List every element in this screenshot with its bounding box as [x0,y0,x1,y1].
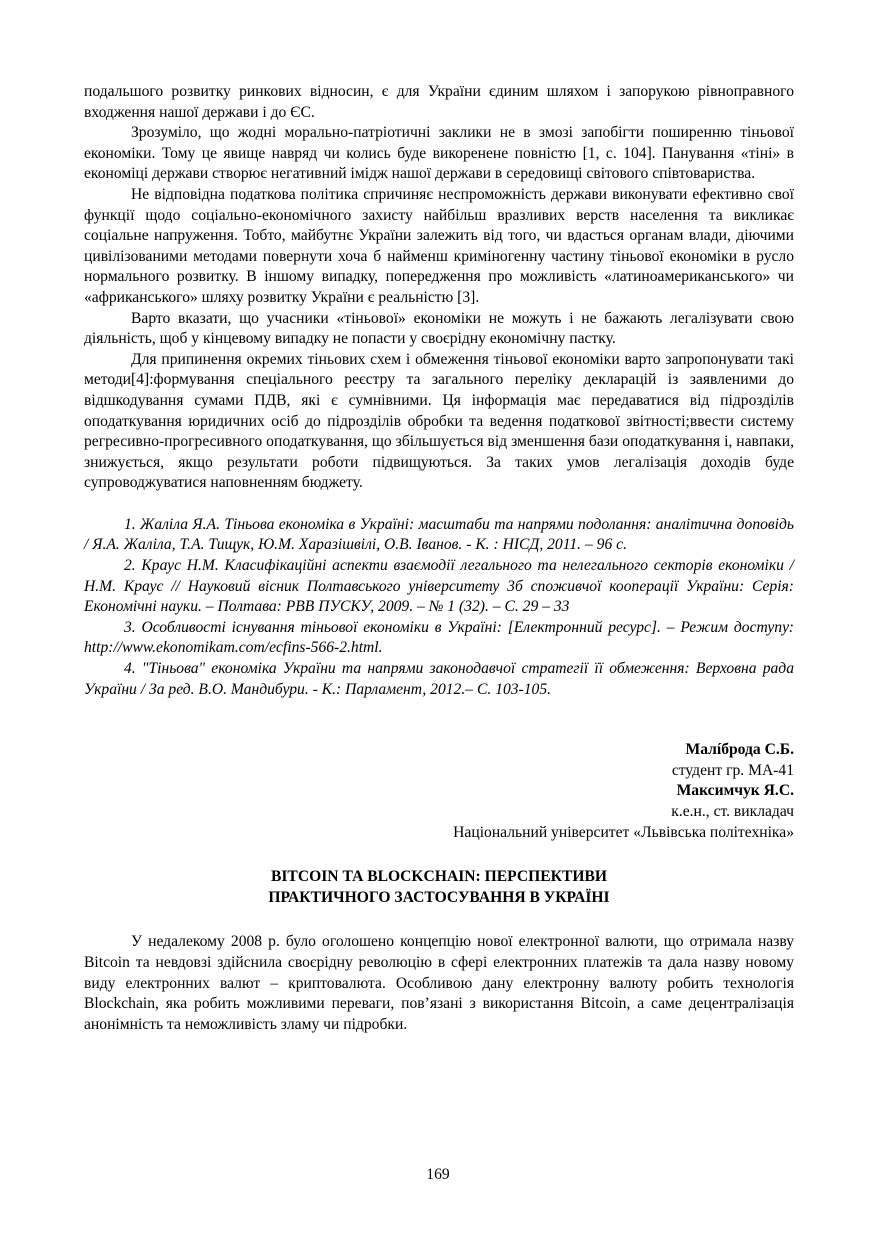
paragraph: Зрозуміло, що жодні морально-патріотичні заклики не в змозі запобігти поширенню тіньової економіки. Тому це явище навряд чи колись буде викоренене повністю [1, с. 104]. Панування «тіні» в економіці держави створює негативний імідж нашої держави в середовищі світового співтовариства. [84,124,794,183]
author-name: Максимчук Я.С. [676,782,794,800]
reference-item: 1. Жаліла Я.А. Тіньова економіка в Україні: масштаби та напрями подолання: аналітична доповідь / Я.А. Жаліла, Т.А. Тищук, Ю.М. Харазішвілі, О.В. Іванов. - К. : НІСД, 2011. – 96 с. [84,515,794,554]
reference-item: 4. "Тіньова" економіка України та напрями законодавчої стратегії її обмеження: Верховна рада України / За ред. В.О. Мандибури. - К.: Парламент, 2012.– С. 103-105. [84,660,794,698]
affiliation: Національний університет «Львівська політехніка» [453,823,794,841]
page-number: 169 [426,1166,450,1183]
page-content [84,82,794,1035]
reference-item: 3. Особливості існування тіньової економіки в Україні: [Електронний ресурс]. – Режим доступу: http://www.ekonomikam.com/ecfins-566-2.html. [84,618,794,657]
paragraph: Не відповідна податкова політика спричиняє неспроможність держави виконувати ефективно свої функції щодо соціально-економічного захисту найбільш вразливих верств населення та викликає соціальне напруження. Тобто, майбутнє України залежить від того, чи вдасться органам влади, діючими цивілізованими методами повернути хоча б найменш криміногенну частину тіньової економіки в русло нормального розвитку. В іншому випадку, попередження про можливість «латиноамериканського» чи «африканського» шляху розвитку України є реальністю [3]. [84,185,794,306]
reference-item: 2. Краус Н.М. Класифікаційні аспекти взаємодії легального та нелегального секторів економіки / Н.М. Краус // Науковий вісник Полтавського університету 3б споживчої кооперації України: Серія: Економічні науки. – Полтава: РВВ ПУСКУ, 2009. – № 1 (32). – С. 29 – 33 [84,557,794,616]
paragraph: Варто вказати, що учасники «тіньової» економіки не можуть і не бажають легалізувати свою діяльність, щоб у кінцевому випадку не попасти у своєрідну економічну пастку. [84,309,794,348]
author-role: к.е.н., ст. викладач [671,803,794,820]
article-title [84,867,794,908]
author-block [84,740,794,843]
paragraph: подальшого розвитку ринкових відносин, є для України єдиним шляхом і запорукою рівноправного входження нашої держави і до ЄС. [84,83,794,121]
paragraph: У недалекому 2008 р. було оголошено концепцію нової електронної валюти, що отримала назву Bitcoin та невдовзі здійснила своєрідну революцію в сфері електронних платежів та дала назву новому виду електронних валют – криптовалюта. Особливою дану електронну валюту робить технологія Blockchain, яка робить можливими переваги, пов’язані з використання Bitcoin, а саме децентралізація анонімність та неможливість зламу чи підробки. [84,933,794,1033]
paragraph: Для припинення окремих тіньових схем і обмеження тіньової економіки варто запропонувати такі методи[4]:формування спеціального реєстру та загального переліку декларацій із заявленими до відшкодування сумами ПДВ, які є сумнівними. Ця інформація має передаватися від підрозділів оподаткування юридичних осіб до підрозділів обробки та ведення податкової звітності;ввести систему регресивно-прогресивного оподаткування, що збільшується від зменшення бази оподаткування і, навпаки, знижується, якщо результати роботи підвищуються. За таких умов легалізація доходів буде супроводжуватися наповненням бюджету. [84,350,794,492]
reference-list [84,515,794,700]
author-role: студент гр. МА-41 [671,761,794,779]
article-title-line: BITCOIN ТА BLOCKCHAIN: ПЕРСПЕКТИВИ [270,868,608,886]
author-name: Малíброда С.Б. [685,741,794,759]
article-body [84,932,794,1035]
article-title-line: ПРАКТИЧНОГО ЗАСТОСУВАННЯ В УКРАЇНІ [268,888,610,906]
